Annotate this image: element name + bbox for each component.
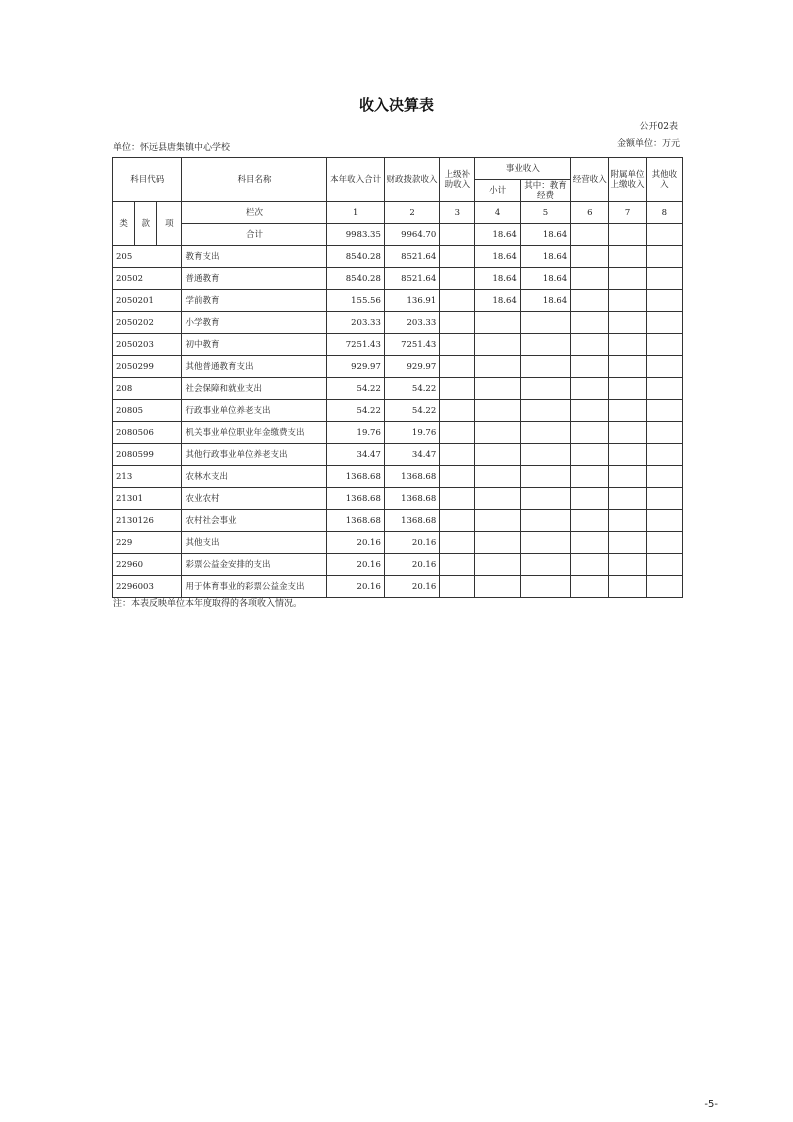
row-value (609, 356, 646, 378)
row-value (609, 510, 646, 532)
row-code: 2050201 (113, 290, 182, 312)
header-superior: 上级补助收入 (440, 158, 475, 202)
table-row (113, 378, 683, 400)
col-num: 1 (327, 202, 384, 224)
row-value: 19.76 (327, 422, 384, 444)
table-row (113, 532, 683, 554)
row-value: 20.16 (384, 576, 439, 598)
row-value (646, 444, 682, 466)
row-value: 1368.68 (384, 466, 439, 488)
row-value (440, 422, 475, 444)
row-value: 1368.68 (327, 466, 384, 488)
row-value (440, 268, 475, 290)
header-column-order: 栏次 (182, 202, 327, 224)
row-value: 20.16 (384, 554, 439, 576)
row-value (646, 334, 682, 356)
row-value: 34.47 (384, 444, 439, 466)
row-value (475, 488, 520, 510)
row-value (475, 334, 520, 356)
row-name: 其他支出 (182, 532, 327, 554)
row-value: 54.22 (384, 378, 439, 400)
table-body (113, 246, 683, 598)
row-name: 社会保障和就业支出 (182, 378, 327, 400)
row-value (571, 356, 609, 378)
row-value (646, 488, 682, 510)
row-value (571, 510, 609, 532)
row-value (609, 466, 646, 488)
row-value (520, 422, 570, 444)
row-value (520, 576, 570, 598)
col-num: 6 (571, 202, 609, 224)
row-value (609, 268, 646, 290)
row-value: 18.64 (520, 268, 570, 290)
row-value: 155.56 (327, 290, 384, 312)
table-row (113, 554, 683, 576)
row-value (609, 312, 646, 334)
header-lei: 类 (113, 202, 135, 246)
row-value: 1368.68 (384, 510, 439, 532)
row-value (609, 444, 646, 466)
header-operating: 经营收入 (571, 158, 609, 202)
total-value: 9964.70 (384, 224, 439, 246)
row-value (571, 554, 609, 576)
row-code: 208 (113, 378, 182, 400)
row-value (571, 422, 609, 444)
report-title: 收入决算表 (358, 96, 434, 114)
row-value (609, 532, 646, 554)
row-value (646, 510, 682, 532)
row-code: 2130126 (113, 510, 182, 532)
row-value (646, 532, 682, 554)
row-value (440, 554, 475, 576)
row-name: 行政事业单位养老支出 (182, 400, 327, 422)
table-note: 注：本表反映单位本年度取得的各项收入情况。 (113, 599, 303, 609)
row-value (520, 356, 570, 378)
row-value (440, 378, 475, 400)
header-subtotal: 小计 (475, 180, 520, 202)
row-value (609, 422, 646, 444)
row-value: 54.22 (327, 400, 384, 422)
table-row (113, 268, 683, 290)
row-value (646, 400, 682, 422)
row-value (440, 532, 475, 554)
row-value (520, 532, 570, 554)
row-value (475, 378, 520, 400)
row-name: 学前教育 (182, 290, 327, 312)
row-value: 18.64 (520, 246, 570, 268)
row-value (475, 466, 520, 488)
row-value (475, 400, 520, 422)
row-value (646, 422, 682, 444)
total-label: 合计 (182, 224, 327, 246)
row-code: 2050299 (113, 356, 182, 378)
row-name: 初中教育 (182, 334, 327, 356)
page-number: -5- (704, 1099, 718, 1110)
row-value (520, 400, 570, 422)
row-value (609, 554, 646, 576)
row-value (520, 554, 570, 576)
row-code: 2050202 (113, 312, 182, 334)
row-value (646, 290, 682, 312)
row-value (646, 378, 682, 400)
table-row (113, 510, 683, 532)
header-total-income: 本年收入合计 (327, 158, 384, 202)
col-num: 5 (520, 202, 570, 224)
row-value (609, 576, 646, 598)
row-value: 929.97 (327, 356, 384, 378)
row-value (520, 334, 570, 356)
row-value: 8521.64 (384, 246, 439, 268)
header-subject-name: 科目名称 (182, 158, 327, 202)
income-table (112, 157, 683, 598)
row-value (609, 378, 646, 400)
row-value: 7251.43 (327, 334, 384, 356)
row-value (646, 312, 682, 334)
row-value (475, 444, 520, 466)
row-value (520, 312, 570, 334)
row-value: 18.64 (475, 246, 520, 268)
row-value (475, 532, 520, 554)
row-value: 136.91 (384, 290, 439, 312)
total-value (609, 224, 646, 246)
row-code: 20805 (113, 400, 182, 422)
row-value: 54.22 (384, 400, 439, 422)
total-value (571, 224, 609, 246)
row-value (609, 488, 646, 510)
row-value (440, 466, 475, 488)
row-value: 203.33 (327, 312, 384, 334)
header-fiscal: 财政拨款收入 (384, 158, 439, 202)
row-value (475, 356, 520, 378)
row-value: 8540.28 (327, 268, 384, 290)
row-value (571, 268, 609, 290)
row-value (571, 488, 609, 510)
row-value (440, 444, 475, 466)
total-value: 18.64 (520, 224, 570, 246)
header-affiliated: 附属单位上缴收入 (609, 158, 646, 202)
total-value: 18.64 (475, 224, 520, 246)
row-value (646, 466, 682, 488)
row-name: 其他行政事业单位养老支出 (182, 444, 327, 466)
row-code: 229 (113, 532, 182, 554)
row-value (609, 334, 646, 356)
row-value: 18.64 (520, 290, 570, 312)
row-name: 普通教育 (182, 268, 327, 290)
row-code: 2080506 (113, 422, 182, 444)
header-other: 其他收入 (646, 158, 682, 202)
row-value: 20.16 (327, 554, 384, 576)
row-value (440, 510, 475, 532)
form-number: 公开02表 (639, 122, 678, 132)
row-code: 205 (113, 246, 182, 268)
row-code: 20502 (113, 268, 182, 290)
row-value (440, 246, 475, 268)
row-value (440, 356, 475, 378)
col-num: 7 (609, 202, 646, 224)
row-value: 18.64 (475, 290, 520, 312)
row-value (475, 576, 520, 598)
row-value: 8540.28 (327, 246, 384, 268)
total-row (113, 224, 683, 246)
table-row (113, 246, 683, 268)
header-business: 事业收入 (475, 158, 571, 180)
header-edu-funds: 其中：教育经费 (520, 180, 570, 202)
row-value (520, 444, 570, 466)
table-row (113, 400, 683, 422)
row-value: 18.64 (475, 268, 520, 290)
table-row (113, 356, 683, 378)
col-num: 8 (646, 202, 682, 224)
row-value (646, 268, 682, 290)
row-value (440, 576, 475, 598)
row-code: 213 (113, 466, 182, 488)
row-value (440, 290, 475, 312)
row-value (571, 378, 609, 400)
row-value (571, 466, 609, 488)
row-value (571, 532, 609, 554)
row-value (571, 444, 609, 466)
col-num: 2 (384, 202, 439, 224)
row-value: 1368.68 (384, 488, 439, 510)
row-value (571, 400, 609, 422)
row-value: 19.76 (384, 422, 439, 444)
header-subject-code: 科目代码 (113, 158, 182, 202)
row-name: 农业农村 (182, 488, 327, 510)
row-value (520, 510, 570, 532)
table-row (113, 422, 683, 444)
row-name: 机关事业单位职业年金缴费支出 (182, 422, 327, 444)
table-row (113, 576, 683, 598)
row-name: 农村社会事业 (182, 510, 327, 532)
row-code: 22960 (113, 554, 182, 576)
col-num: 3 (440, 202, 475, 224)
row-value: 20.16 (327, 576, 384, 598)
row-name: 其他普通教育支出 (182, 356, 327, 378)
row-value (475, 422, 520, 444)
row-value (609, 400, 646, 422)
row-name: 教育支出 (182, 246, 327, 268)
header-xiang: 项 (157, 202, 182, 246)
row-value (475, 554, 520, 576)
row-value (646, 356, 682, 378)
row-value: 203.33 (384, 312, 439, 334)
table-row (113, 290, 683, 312)
row-value (571, 246, 609, 268)
row-value (646, 576, 682, 598)
row-value: 929.97 (384, 356, 439, 378)
row-value (475, 510, 520, 532)
amount-unit: 金额单位：万元 (616, 139, 680, 149)
row-name: 彩票公益金安排的支出 (182, 554, 327, 576)
row-value (571, 290, 609, 312)
row-value (520, 466, 570, 488)
row-value: 8521.64 (384, 268, 439, 290)
row-value (571, 576, 609, 598)
row-name: 用于体育事业的彩票公益金支出 (182, 576, 327, 598)
total-value (646, 224, 682, 246)
row-code: 21301 (113, 488, 182, 510)
row-value (520, 488, 570, 510)
row-code: 2080599 (113, 444, 182, 466)
unit-label: 单位：怀远县唐集镇中心学校 (113, 143, 231, 153)
row-value (440, 312, 475, 334)
row-code: 2050203 (113, 334, 182, 356)
row-value (571, 334, 609, 356)
table-row (113, 444, 683, 466)
col-num: 4 (475, 202, 520, 224)
row-value (646, 246, 682, 268)
row-value: 20.16 (384, 532, 439, 554)
row-value: 1368.68 (327, 488, 384, 510)
row-name: 农林水支出 (182, 466, 327, 488)
table-row (113, 312, 683, 334)
header-kuan: 款 (135, 202, 157, 246)
row-value (440, 334, 475, 356)
total-value: 9983.35 (327, 224, 384, 246)
table-row (113, 488, 683, 510)
row-value (609, 290, 646, 312)
row-value (646, 554, 682, 576)
total-value (440, 224, 475, 246)
row-value (440, 488, 475, 510)
row-value (609, 246, 646, 268)
table-row (113, 334, 683, 356)
row-value: 7251.43 (384, 334, 439, 356)
row-value (440, 400, 475, 422)
table-row (113, 466, 683, 488)
row-value: 34.47 (327, 444, 384, 466)
row-value (520, 378, 570, 400)
row-value: 20.16 (327, 532, 384, 554)
row-value: 54.22 (327, 378, 384, 400)
row-value (475, 312, 520, 334)
row-value: 1368.68 (327, 510, 384, 532)
row-name: 小学教育 (182, 312, 327, 334)
row-code: 2296003 (113, 576, 182, 598)
row-value (571, 312, 609, 334)
